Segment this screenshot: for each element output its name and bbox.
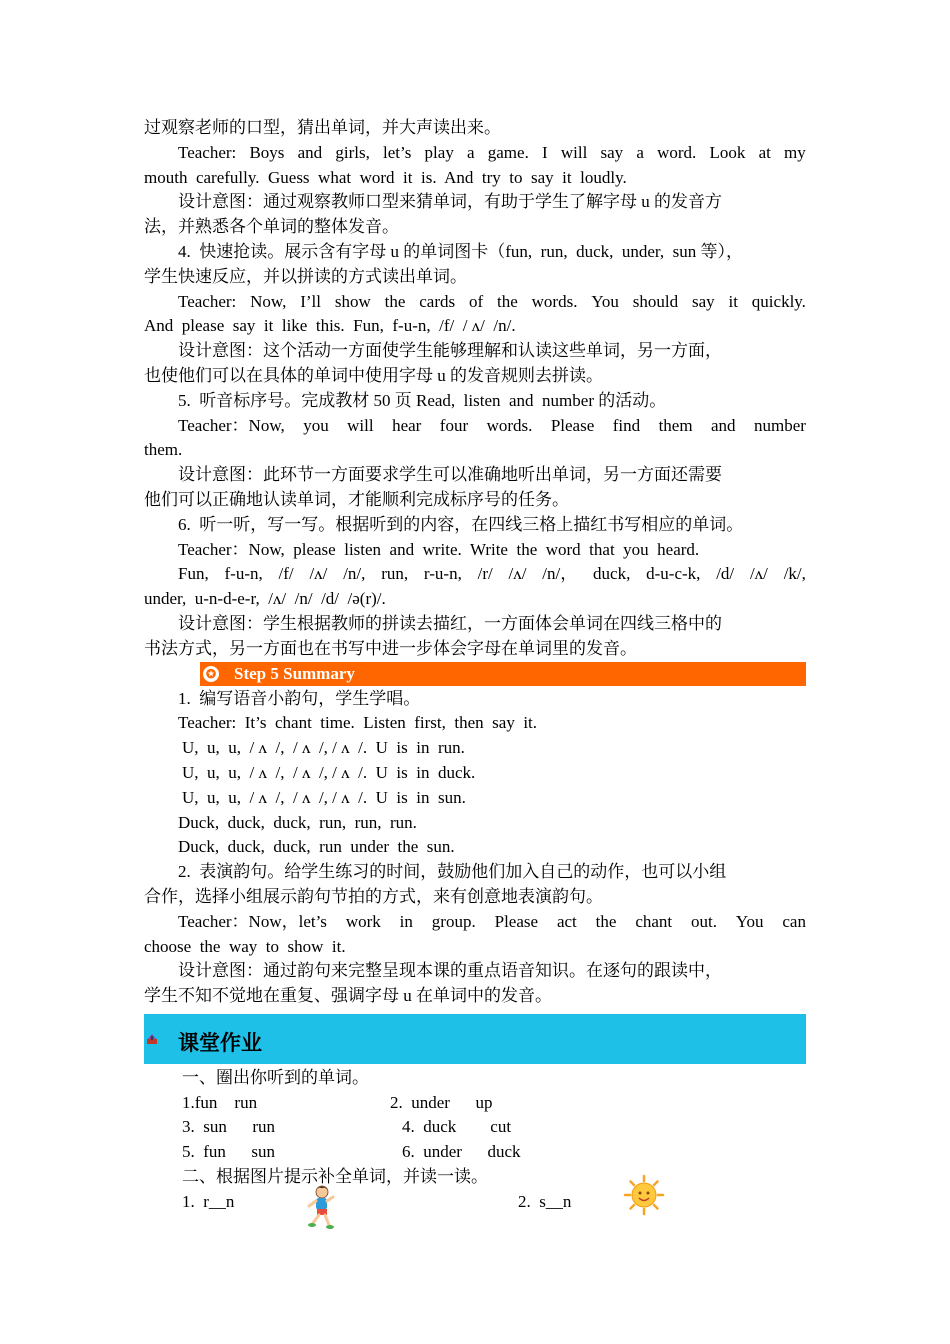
activity-4-line: 4. 快速抢读。展示含有字母 u 的单词图卡（fun, run, duck, under, sun 等），	[178, 241, 744, 261]
word: words.	[531, 291, 578, 311]
homework-item: 2. under up	[390, 1092, 493, 1112]
teacher-line-hear	[144, 414, 806, 439]
word: /ʌ/	[508, 564, 527, 584]
word: I	[542, 142, 548, 162]
summary-line: choose the way to show it.	[144, 936, 346, 956]
chant-line: Duck, duck, duck, run, run, run.	[178, 812, 417, 832]
homework-part-1: 一、圈出你听到的单词。	[182, 1067, 369, 1087]
homework-row	[144, 1091, 806, 1116]
step-5-header	[200, 662, 806, 686]
para-line: mouth carefully. Guess what word it is. And try to say it loudly.	[144, 167, 627, 187]
word: you	[303, 415, 329, 435]
homework-item: 1.fun run	[182, 1092, 258, 1112]
word: girls,	[335, 142, 370, 162]
chant-line: Duck, duck, duck, run under the sun.	[178, 837, 455, 857]
homework-item: 5. fun sun	[182, 1142, 276, 1162]
word: I’ll	[300, 291, 321, 311]
word: and	[711, 415, 736, 435]
word: /ʌ/	[749, 564, 768, 584]
para-line: 他们可以正确地认读单词，才能顺利完成标序号的任务。	[144, 489, 569, 509]
word: quickly.	[751, 291, 806, 311]
word: /n/,	[343, 564, 366, 584]
teacher-line-game	[144, 141, 806, 166]
homework-row	[144, 1190, 806, 1215]
summary-line: 2. 表演韵句。给学生练习的时间，鼓励他们加入自己的动作，也可以小组	[178, 862, 727, 882]
sun-icon	[623, 1174, 665, 1216]
word: Look	[709, 142, 746, 162]
word: in	[399, 911, 413, 931]
summary-line: 合作，选择小组展示韵句节拍的方式，来有创意地表演韵句。	[144, 886, 603, 906]
word: a	[636, 142, 644, 162]
homework-title: 课堂作业	[178, 1030, 262, 1055]
word: should	[632, 291, 679, 311]
word: a	[467, 142, 475, 162]
homework-item: 6. under duck	[402, 1142, 521, 1162]
word: /ʌ/	[309, 564, 328, 584]
teacher-line-group	[144, 910, 806, 935]
word: number	[754, 415, 806, 435]
word: it	[728, 291, 738, 311]
para-line: And please say it like this. Fun, f-u-n, /f/ / ʌ/ /n/.	[144, 316, 516, 336]
word: work	[345, 911, 381, 931]
word: can	[782, 911, 806, 931]
homework-item: 3. sun run	[182, 1117, 276, 1137]
word: of	[468, 291, 484, 311]
word: /n/，	[542, 564, 578, 584]
running-boy-icon	[303, 1184, 339, 1230]
word: r-u-n,	[423, 564, 462, 584]
document-page	[144, 116, 806, 1215]
summary-line: Teacher: It’s chant time. Listen first, then say it.	[178, 713, 538, 733]
word: my	[784, 142, 806, 162]
word: group.	[431, 911, 476, 931]
word: You	[591, 291, 619, 311]
bookmark-icon	[146, 1034, 158, 1046]
word: duck,	[593, 564, 631, 584]
word: them	[658, 415, 693, 435]
chant-line: U, u, u, / ʌ /, / ʌ /, / ʌ /. U is in duck.	[182, 762, 476, 782]
word: Please	[550, 415, 595, 435]
word: f-u-n,	[224, 564, 263, 584]
word: act	[556, 911, 577, 931]
activity-6-line: 6. 听一听，写一写。根据听到的内容，在四线三格上描红书写相应的单词。	[178, 514, 744, 534]
word: Teacher：Now,	[178, 415, 285, 435]
word: will	[347, 415, 374, 435]
para-line: 也使他们可以在具体的单词中使用字母 u 的发音规则去拼读。	[144, 365, 603, 385]
homework-row	[144, 1140, 806, 1165]
word: at	[758, 142, 771, 162]
word: Fun,	[178, 564, 209, 584]
word: let’s	[383, 142, 412, 162]
word: Teacher：Now，let’s	[178, 911, 327, 931]
word: /d/	[716, 564, 735, 584]
teacher-line-cards	[144, 290, 806, 315]
design-intent-line: 设计意图：学生根据教师的拼读去描红，一方面体会单词在四线三格中的	[178, 613, 722, 633]
spelling-line	[144, 562, 806, 587]
homework-part-2: 二、根据图片提示补全单词，并读一读。	[182, 1167, 488, 1187]
homework-row	[144, 1115, 806, 1140]
para-line: 法，并熟悉各个单词的整体发音。	[144, 217, 399, 237]
homework-item: 2. s__n	[518, 1191, 572, 1211]
word: hear	[392, 415, 422, 435]
para-line: 过观察老师的口型，猜出单词，并大声读出来。	[144, 118, 501, 137]
word: d-u-c-k,	[646, 564, 701, 584]
word: show	[334, 291, 371, 311]
word: Teacher:	[178, 291, 237, 311]
step-5-title: Step 5 Summary	[234, 663, 355, 683]
word: words.	[486, 415, 533, 435]
homework-header	[144, 1014, 806, 1064]
word: find	[612, 415, 641, 435]
para-line: 书法方式，另一方面也在书写中进一步体会字母在单词里的发音。	[144, 638, 637, 658]
chant-line: U, u, u, / ʌ /, / ʌ /, / ʌ /. U is in run.	[182, 738, 465, 758]
design-intent-line: 设计意图：这个活动一方面使学生能够理解和认读这些单词，另一方面，	[178, 341, 722, 361]
word: out.	[691, 911, 718, 931]
design-intent-line: 设计意图：通过观察教师口型来猜单词，有助于学生了解字母 u 的发音方	[178, 192, 722, 212]
word: will	[560, 142, 588, 162]
word: /r/	[477, 564, 493, 584]
homework-item: 4. duck cut	[402, 1117, 512, 1137]
summary-line: 1. 编写语音小韵句，学生学唱。	[178, 688, 421, 708]
word: the	[595, 911, 617, 931]
word: Teacher:	[178, 142, 237, 162]
word: word.	[657, 142, 697, 162]
word: chant	[635, 911, 673, 931]
activity-5-line: 5. 听音标序号。完成教材 50 页 Read, listen and number 的活动。	[178, 390, 667, 410]
summary-line: 学生不知不觉地在重复、强调字母 u 在单词中的发音。	[144, 986, 552, 1006]
word: and	[297, 142, 323, 162]
word: play	[424, 142, 454, 162]
word: Now,	[250, 291, 287, 311]
homework-item: 1. r__n	[182, 1191, 235, 1211]
para-line: under, u-n-d-e-r, /ʌ/ /n/ /d/ /ə(r)/.	[144, 589, 386, 609]
word: game.	[487, 142, 529, 162]
word: Please	[494, 911, 539, 931]
design-intent-line: 设计意图：通过韵句来完整呈现本课的重点语音知识。在逐句的跟读中，	[178, 961, 722, 981]
word: say	[691, 291, 715, 311]
design-intent-line: 设计意图：此环节一方面要求学生可以准确地听出单词，另一方面还需要	[178, 465, 722, 485]
word: four	[439, 415, 469, 435]
word: say	[600, 142, 624, 162]
chant-line: U, u, u, / ʌ /, / ʌ /, / ʌ /. U is in sun.	[182, 787, 466, 807]
word: the	[384, 291, 406, 311]
word: cards	[419, 291, 456, 311]
para-line: 学生快速反应，并以拼读的方式读出单词。	[144, 266, 467, 286]
word: /f/	[278, 564, 294, 584]
para-line: them.	[144, 440, 183, 460]
teacher-line-write: Teacher：Now, please listen and write. Write the word that you heard.	[178, 539, 700, 559]
star-icon: ✪	[203, 666, 219, 682]
word: /k/,	[783, 564, 806, 584]
word: the	[497, 291, 518, 311]
word: Boys	[249, 142, 285, 162]
word: run,	[381, 564, 409, 584]
word: You	[735, 911, 764, 931]
